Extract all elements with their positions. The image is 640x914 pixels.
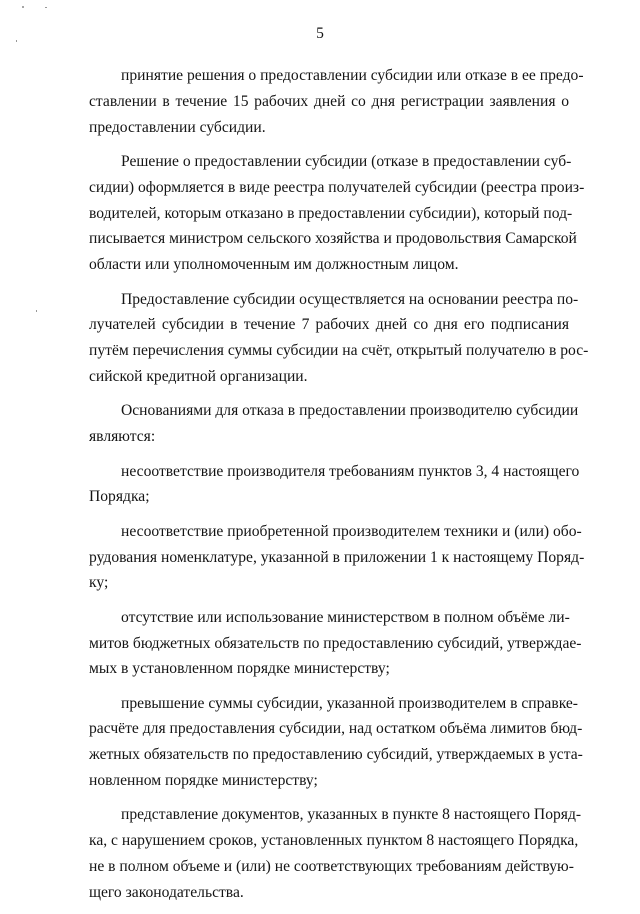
paragraph [89, 802, 582, 905]
text-line: принятие решения о предоставлении субсидии или отказе в ее предо- [121, 67, 584, 84]
text-line: сидии) оформляется в виде реестра получателей субсидии (реестра произ- [89, 178, 585, 196]
text-line: Предоставление субсидии осуществляется на основании реестра по- [121, 290, 579, 308]
paragraph [89, 149, 585, 278]
text-line: области или уполномоченным им должностным лицом. [89, 256, 459, 274]
text-line: рудования номенклатуре, указанной в приложении 1 к настоящему Поряд- [89, 548, 585, 566]
text-line: ставлении в течение 15 рабочих дней со дня регистрации заявления о [89, 92, 569, 110]
paragraph [89, 605, 582, 682]
scan-speck [45, 7, 47, 8]
text-line: митов бюджетных обязательств по предоставлению субсидий, утверждае- [89, 634, 582, 652]
text-line: предоставлении субсидии. [89, 118, 266, 136]
text-line: превышение суммы субсидии, указанной производителем в справке- [121, 694, 578, 712]
text-line: отсутствие или использование министерством в полном объёме ли- [121, 608, 570, 626]
text-line: жетных обязательств по предоставлению субсидий, утверждаемых в уста- [89, 746, 583, 764]
scan-speck [36, 310, 37, 312]
text-line: мых в установленном порядке министерству; [89, 660, 390, 678]
text-line: являются: [89, 428, 156, 446]
text-line: несоответствие производителя требованиям пунктов 3, 4 настоящего [121, 462, 580, 480]
paragraph [89, 459, 580, 511]
scan-speck [22, 6, 24, 8]
text-line: сийской кредитной организации. [89, 367, 308, 385]
paragraph [89, 519, 585, 596]
text-line: ка, с нарушением сроков, установленных пунктом 8 настоящего Порядка, [89, 832, 579, 850]
text-line: Основаниями для отказа в предоставлении производителю субсидии [121, 402, 579, 420]
text-line: несоответствие приобретенной производителем техники и (или) обо- [121, 522, 582, 540]
text-line: расчёте для предоставления субсидии, над остатком объёма лимитов бюд- [89, 720, 583, 738]
text-line: писывается министром сельского хозяйства и продовольствия Самарской [89, 230, 577, 248]
page-number: 5 [316, 25, 324, 42]
text-line: представление документов, указанных в пункте 8 настоящего Поряд- [121, 806, 582, 824]
paragraph [89, 691, 583, 794]
text-line: Порядка; [89, 488, 150, 506]
text-line: Решение о предоставлении субсидии (отказе в предоставлении суб- [121, 152, 572, 170]
text-line: путём перечисления суммы субсидии на счёт, открытый получателю в рос- [89, 342, 589, 360]
text-line: лучателей субсидии в течение 7 рабочих дней со дня его подписания [89, 316, 569, 334]
text-line: водителей, которым отказано в предоставлении субсидии), который под- [89, 204, 573, 222]
text-line: ку; [89, 574, 109, 592]
paragraph [89, 63, 584, 140]
text-line: щего законодательства. [89, 883, 244, 901]
text-line: не в полном объеме и (или) не соответствующих требованиям действую- [89, 858, 574, 876]
text-line: новленном порядке министерству; [89, 772, 318, 790]
paragraph [89, 287, 589, 390]
document-body [89, 63, 589, 914]
paragraph [89, 398, 579, 450]
